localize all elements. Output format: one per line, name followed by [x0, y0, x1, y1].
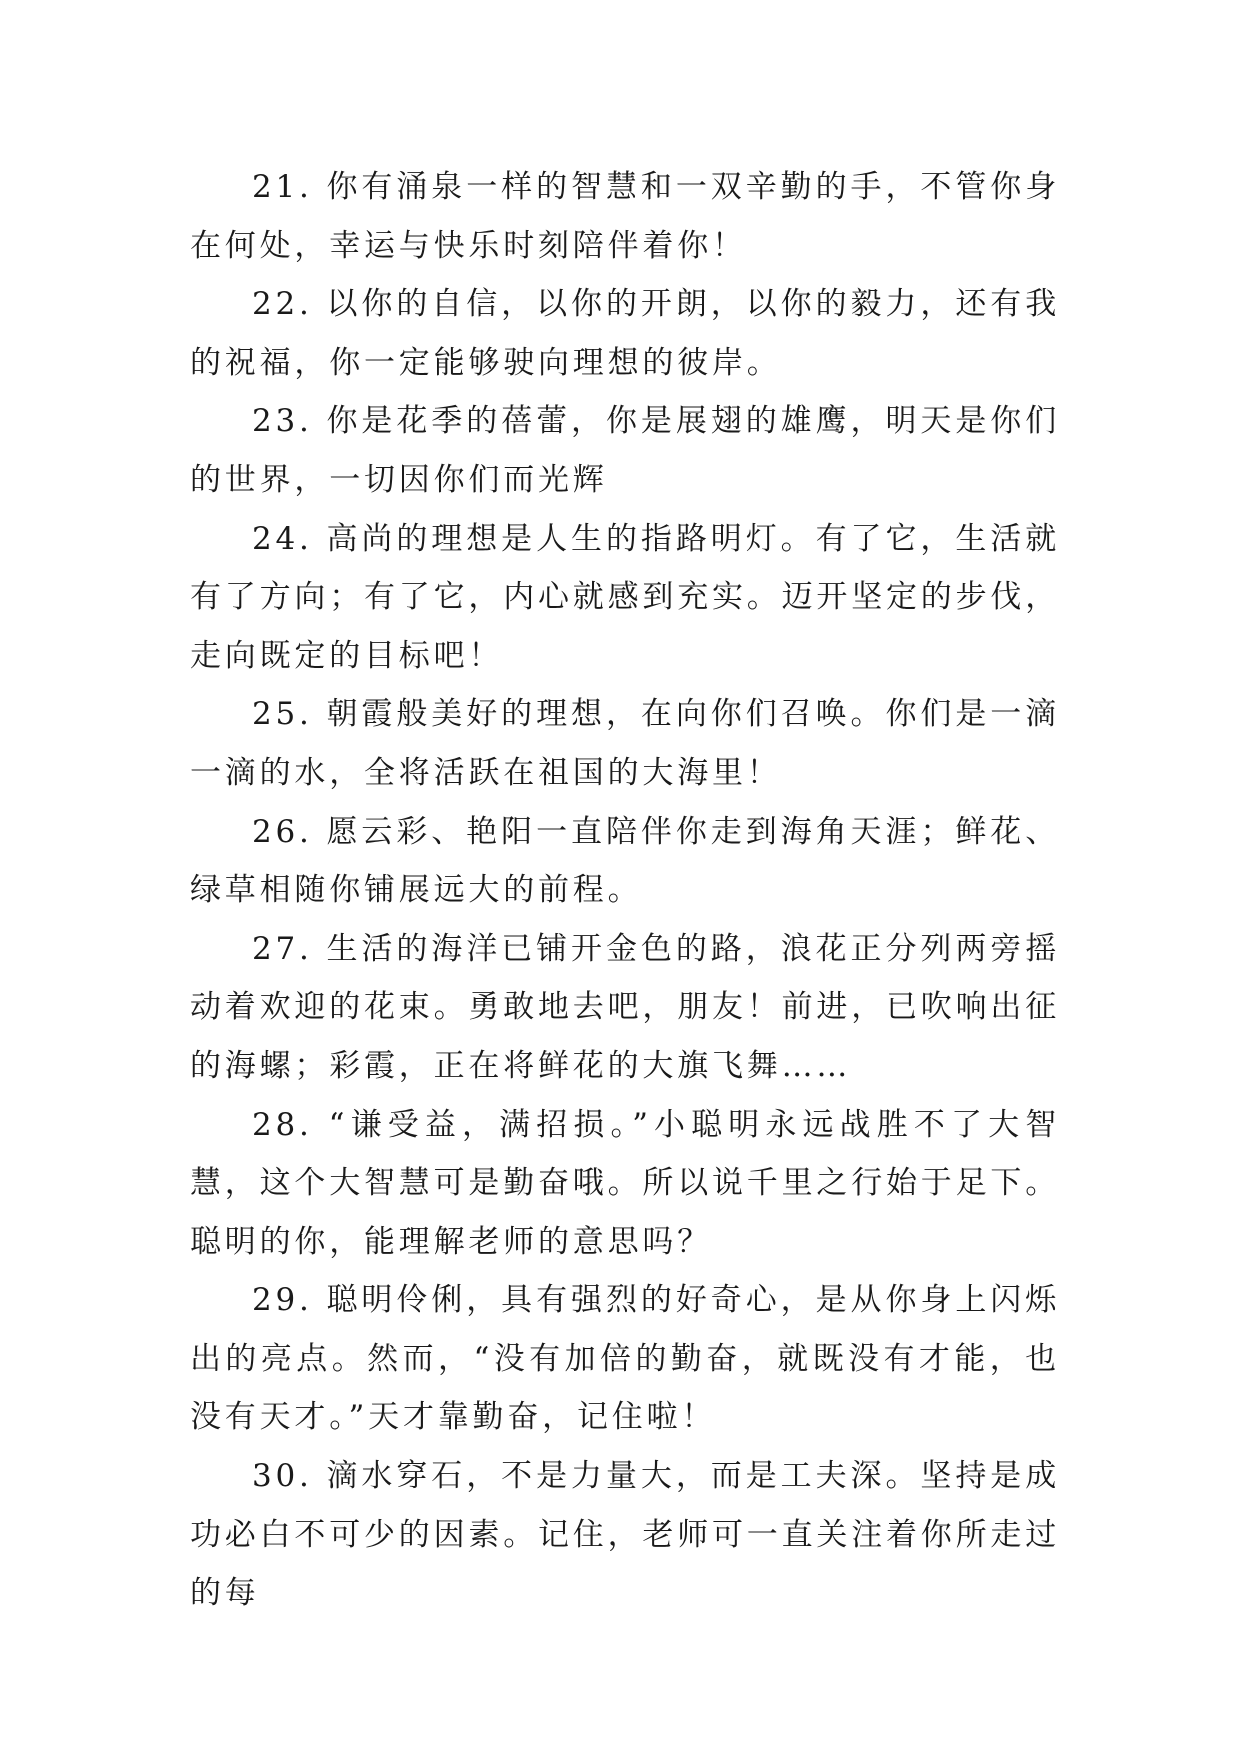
paragraph-24: 24. 高尚的理想是人生的指路明灯。有了它，生活就有了方向；有了它，内心就感到充实。迈开坚定的步伐，走向既定的目标吧！: [190, 520, 1060, 674]
paragraph-30: 30. 滴水穿石，不是力量大，而是工夫深。坚持是成功必白不可少的因素。记住，老师可一直关注着你所走过的每: [190, 1458, 1060, 1612]
paragraph-29: 29. 聪明伶俐，具有强烈的好奇心，是从你身上闪烁出的亮点。然而，“没有加倍的勤奋，就既没有才能，也没有天才。”天才靠勤奋，记住啦！: [190, 1282, 1060, 1436]
paragraph-28: 28. “谦受益，满招损。”小聪明永远战胜不了大智慧，这个大智慧可是勤奋哦。所以说千里之行始于足下。聪明的你，能理解老师的意思吗？: [190, 1106, 1060, 1260]
paragraph-23: 23. 你是花季的蓓蕾，你是展翅的雄鹰，明天是你们的世界，一切因你们而光辉: [190, 403, 1060, 498]
body-text: [190, 158, 1060, 1623]
paragraph-21: 21. 你有涌泉一样的智慧和一双辛勤的手，不管你身在何处，幸运与快乐时刻陪伴着你！: [190, 169, 1060, 264]
paragraph-26: 26. 愿云彩、艳阳一直陪伴你走到海角天涯；鲜花、绿草相随你铺展远大的前程。: [190, 813, 1060, 909]
paragraph-22: 22. 以你的自信，以你的开朗，以你的毅力，还有我的祝福，你一定能够驶向理想的彼岸。: [190, 286, 1060, 381]
paragraph-27: 27. 生活的海洋已铺开金色的路，浪花正分列两旁摇动着欢迎的花束。勇敢地去吧，朋友！前进，已吹响出征的海螺；彩霞，正在将鲜花的大旗飞舞……: [190, 930, 1060, 1084]
paragraph-25: 25. 朝霞般美好的理想，在向你们召唤。你们是一滴一滴的水，全将活跃在祖国的大海里！: [190, 696, 1060, 791]
